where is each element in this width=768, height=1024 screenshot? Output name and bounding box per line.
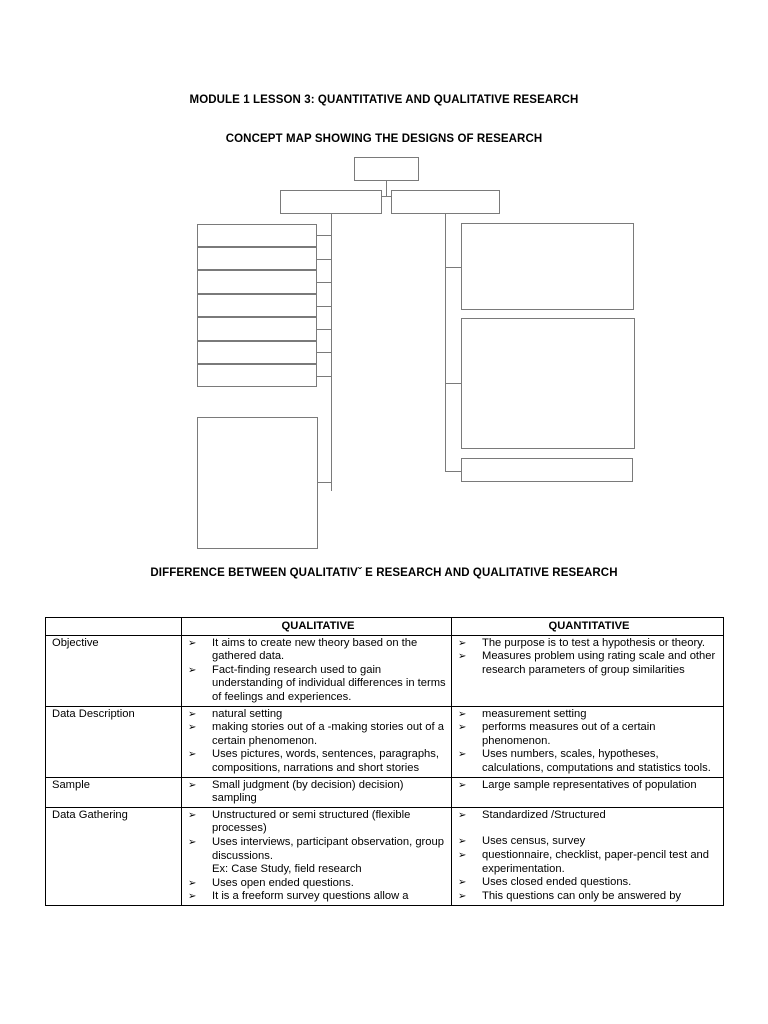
- list-item: ➢ Uses open ended questions.: [188, 876, 354, 889]
- table-row: [46, 807, 724, 905]
- list-item: ➢ Standardized /Structured: [458, 808, 606, 821]
- concept-map-right-item-box: [461, 458, 633, 482]
- table-header-cell: [46, 618, 182, 636]
- concept-map-left-branch-box: [280, 190, 382, 214]
- table-row: [46, 777, 724, 807]
- connector: [318, 482, 331, 483]
- arrow-bullet-icon: ➢: [188, 877, 197, 889]
- concept-map-left-item-box: [197, 270, 317, 294]
- concept-map-left-item-box: [197, 224, 317, 247]
- row-label: Objective: [46, 635, 182, 706]
- concept-map-left-item-box: [197, 364, 317, 387]
- comparison-table: [45, 617, 724, 906]
- arrow-bullet-icon: ➢: [188, 637, 197, 649]
- list-item: ➢ making stories out of a -making stories out of a certain phenomenon.: [188, 721, 444, 747]
- concept-map-left-item-box: [197, 341, 317, 364]
- qualitative-cell: [182, 777, 452, 807]
- concept-map-left-item-box: [197, 247, 317, 270]
- list-item: ➢ Fact-finding research used to gain understanding of individual differences in terms of feelings and experiences.: [188, 663, 446, 703]
- connector: [386, 181, 387, 196]
- arrow-bullet-icon: ➢: [458, 708, 467, 720]
- connector: [317, 352, 331, 353]
- arrow-bullet-icon: ➢: [458, 722, 467, 734]
- quantitative-cell: [452, 777, 724, 807]
- arrow-bullet-icon: ➢: [188, 708, 197, 720]
- connector: [445, 196, 446, 472]
- list-item: ➢ Unstructured or semi structured (flexible processes): [188, 808, 411, 835]
- list-item: ➢ Uses pictures, words, sentences, paragraphs, compositions, narrations and short stories: [188, 748, 439, 774]
- list-item: ➢ Uses census, survey: [458, 835, 586, 848]
- list-item: ➢ It is a freeform survey questions allow a: [188, 890, 409, 903]
- qualitative-cell: [182, 807, 452, 905]
- list-item: ➢ measurement setting: [458, 707, 587, 720]
- concept-map-right-item-box: [461, 223, 634, 310]
- row-label: Data Description: [46, 706, 182, 777]
- connector: [317, 306, 331, 307]
- quantitative-cell: [452, 706, 724, 777]
- list-item: ➢ questionnaire, checklist, paper-pencil test and experimentation.: [458, 848, 709, 875]
- difference-title: DIFFERENCE BETWEEN QUALITATIVˇ E RESEARCH AND QUALITATIVE RESEARCH: [150, 567, 618, 579]
- list-item: ➢ Uses numbers, scales, hypotheses, calculations, computations and statistics tools.: [458, 748, 711, 774]
- list-item: ➢ The purpose is to test a hypothesis or theory.: [458, 636, 706, 649]
- arrow-bullet-icon: ➢: [458, 836, 467, 848]
- list-item: ➢ Uses closed ended questions.: [458, 876, 632, 889]
- arrow-bullet-icon: ➢: [188, 722, 197, 734]
- list-item: ➢ Large sample representatives of population: [458, 778, 697, 791]
- concept-map-right-item-box: [461, 318, 635, 449]
- arrow-bullet-icon: ➢: [458, 890, 467, 902]
- concept-map-left-large-box: [197, 417, 318, 549]
- connector: [445, 471, 461, 472]
- connector: [445, 383, 461, 384]
- arrow-bullet-icon: ➢: [458, 849, 467, 861]
- arrow-bullet-icon: ➢: [458, 637, 467, 649]
- quantitative-cell: [452, 635, 724, 706]
- connector: [317, 282, 331, 283]
- connector: [317, 329, 331, 330]
- arrow-bullet-icon: ➢: [188, 836, 197, 848]
- concept-map-right-branch-box: [391, 190, 500, 214]
- arrow-bullet-icon: ➢: [188, 779, 197, 791]
- page-title: MODULE 1 LESSON 3: QUANTITATIVE AND QUALITATIVE RESEARCH: [189, 94, 579, 106]
- arrow-bullet-icon: ➢: [458, 779, 467, 791]
- arrow-bullet-icon: ➢: [188, 664, 197, 676]
- connector: [445, 267, 461, 268]
- quantitative-cell: [452, 807, 724, 905]
- concept-map-left-item-box: [197, 294, 317, 317]
- row-label: Data Gathering: [46, 807, 182, 905]
- list-item: ➢ It aims to create new theory based on the gathered data.: [188, 636, 418, 663]
- connector: [317, 376, 331, 377]
- list-item: ➢ This questions can only be answered by: [458, 889, 682, 902]
- arrow-bullet-icon: ➢: [188, 749, 197, 761]
- concept-map-left-item-box: [197, 317, 317, 341]
- arrow-bullet-icon: ➢: [458, 877, 467, 889]
- table-header-cell: QUALITATIVE: [182, 618, 452, 636]
- connector: [317, 259, 331, 260]
- list-item: ➢ Measures problem using rating scale and other research parameters of group similarities: [458, 650, 716, 676]
- concept-map-root-box: [354, 157, 419, 181]
- concept-map-title: CONCEPT MAP SHOWING THE DESIGNS OF RESEARCH: [225, 133, 543, 145]
- list-item: ➢ Uses interviews, participant observation, group discussions. Ex: Case Study, field research: [188, 836, 448, 877]
- table-header-row: [46, 618, 724, 636]
- list-item: ➢ natural setting: [188, 707, 283, 720]
- arrow-bullet-icon: ➢: [458, 651, 467, 663]
- table-row: [46, 706, 724, 777]
- arrow-bullet-icon: ➢: [188, 809, 197, 821]
- row-label: Sample: [46, 777, 182, 807]
- qualitative-cell: [182, 706, 452, 777]
- arrow-bullet-icon: ➢: [188, 891, 197, 903]
- qualitative-cell: [182, 635, 452, 706]
- list-item: ➢ performs measures out of a certain phenomenon.: [458, 721, 656, 747]
- connector: [317, 235, 331, 236]
- arrow-bullet-icon: ➢: [458, 809, 467, 821]
- connector: [331, 196, 332, 491]
- list-item: ➢ Small judgment (by decision) decision) sampling: [188, 778, 404, 805]
- table-row: [46, 635, 724, 706]
- table-header-cell: QUANTITATIVE: [452, 618, 724, 636]
- example-line: Ex: Case Study, field research: [212, 863, 362, 876]
- arrow-bullet-icon: ➢: [458, 749, 467, 761]
